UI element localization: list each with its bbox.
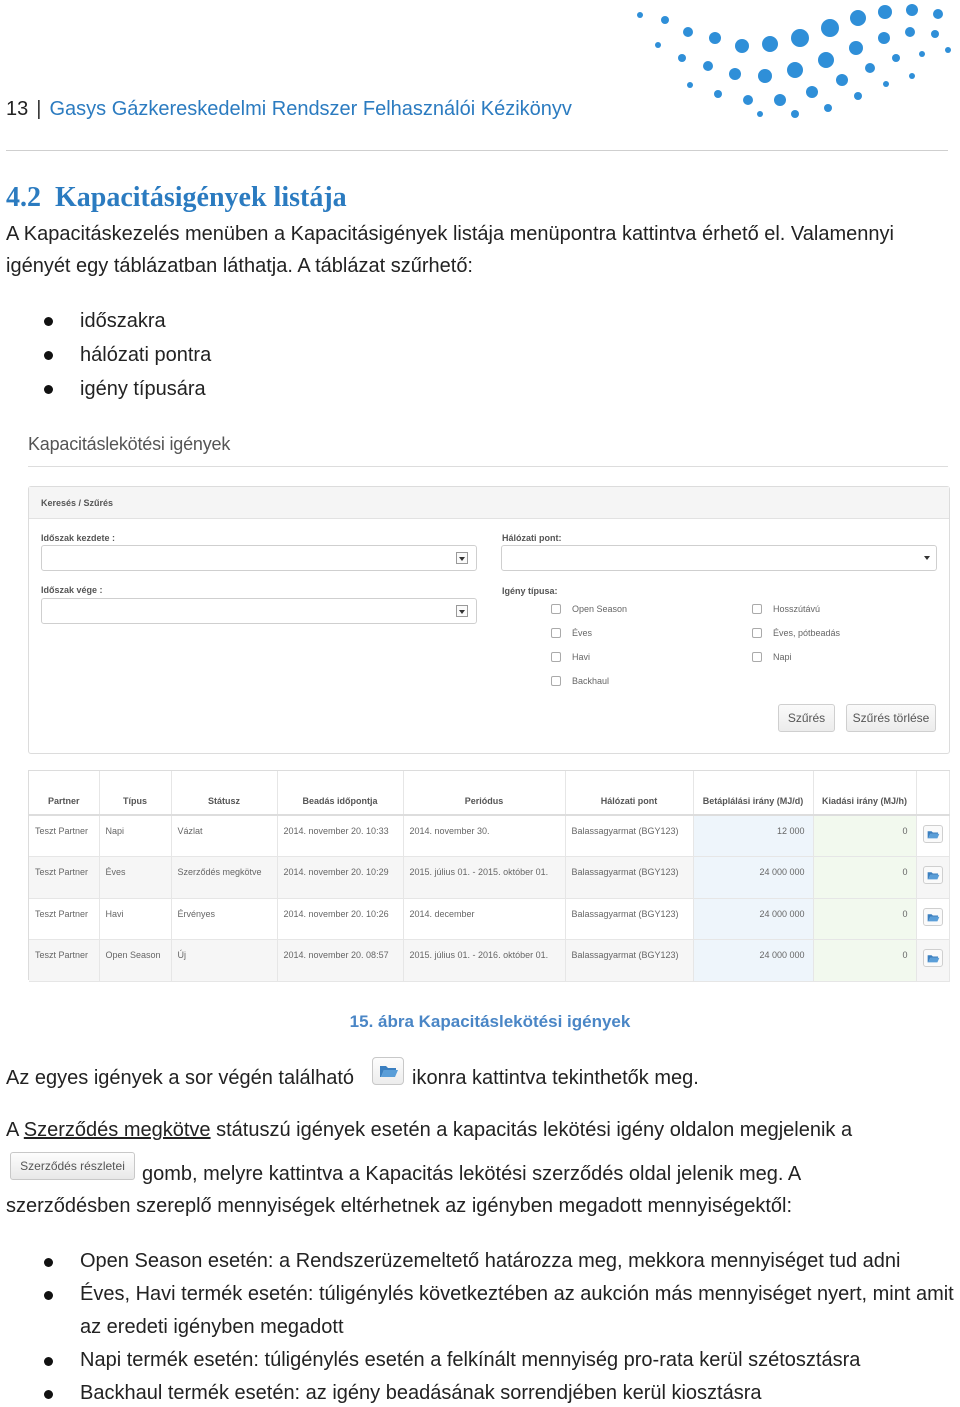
column-header-actions	[916, 771, 949, 815]
screenshot-page-title: Kapacitáslekötési igények	[28, 434, 231, 454]
column-header[interactable]: Kiadási irány (MJ/h)	[813, 771, 916, 815]
period-end-label: Időszak vége :	[41, 585, 103, 595]
checkbox-label: Open Season	[572, 604, 628, 614]
checkbox-label: Éves	[572, 628, 593, 638]
contract-details-button[interactable]: Szerződés részletei	[10, 1152, 135, 1180]
folder-open-icon[interactable]	[923, 908, 943, 926]
paragraph-text-before-icon: Az egyes igények a sor végén található	[6, 1067, 354, 1089]
checkbox-box[interactable]	[551, 652, 561, 662]
network-point-select[interactable]	[501, 545, 937, 571]
list-item: igény típusára	[6, 372, 211, 406]
table-cell: 0	[813, 898, 916, 940]
table-cell: Balassagyarmat (BGY123)	[565, 940, 693, 982]
list-item: hálózati pontra	[6, 338, 211, 372]
screenshot-title-divider	[28, 466, 948, 467]
checkbox-havi[interactable]	[551, 652, 590, 662]
table-row[interactable]	[29, 940, 949, 982]
table-cell: Éves	[99, 857, 171, 899]
table-cell: Napi	[99, 815, 171, 857]
folder-open-icon[interactable]	[923, 866, 943, 884]
table-cell: Teszt Partner	[29, 940, 99, 982]
checkbox-eves[interactable]	[551, 628, 592, 638]
table-cell: Balassagyarmat (BGY123)	[565, 815, 693, 857]
page-number: 13	[6, 98, 29, 120]
period-start-select[interactable]	[41, 545, 477, 571]
chevron-down-icon	[922, 552, 934, 564]
dot-logo-graphic	[630, 0, 960, 120]
column-header[interactable]: Partner	[29, 771, 99, 815]
table-cell: Balassagyarmat (BGY123)	[565, 898, 693, 940]
table-cell: Balassagyarmat (BGY123)	[565, 857, 693, 899]
table-cell: Szerződés megkötve	[171, 857, 277, 899]
row-action-cell	[916, 857, 949, 899]
list-item: időszakra	[6, 304, 211, 338]
column-header[interactable]: Betáplálási irány (MJ/d)	[693, 771, 813, 815]
paragraph-text-after-icon: ikonra kattintva tekinthetők meg.	[412, 1067, 699, 1089]
running-header: 13 | Gasys Gázkereskedelmi Rendszer Felhasználói Kézikönyv	[6, 98, 572, 120]
intro-paragraph	[6, 218, 894, 282]
folder-open-icon	[372, 1057, 404, 1085]
checkbox-box[interactable]	[752, 628, 762, 638]
checkbox-label: Hosszútávú	[773, 604, 821, 614]
list-item: Backhaul termék esetén: az igény beadásának sorrendjében kerül kiosztásra	[6, 1377, 960, 1407]
table-cell: 2014. november 20. 10:29	[277, 857, 403, 899]
checkbox-backhaul[interactable]	[551, 676, 609, 686]
table-cell: 2015. július 01. - 2016. október 01.	[403, 940, 565, 982]
network-point-label: Hálózati pont:	[502, 533, 562, 543]
intro-line-2: igényét egy táblázatban láthatja. A táblázat szűrhető:	[6, 255, 473, 277]
figure-caption: 15. ábra Kapacitáslekötési igények	[349, 1012, 631, 1031]
checkbox-napi[interactable]	[752, 652, 792, 662]
column-header[interactable]: Státusz	[171, 771, 277, 815]
notes-bullet-list	[6, 1245, 960, 1407]
table-cell: 0	[813, 940, 916, 982]
table-cell: Teszt Partner	[29, 898, 99, 940]
table-cell: 0	[813, 857, 916, 899]
row-action-cell	[916, 815, 949, 857]
contract-paragraph-line-2: gomb, melyre kattintva a Kapacitás lekötési szerződés oldal jelenik meg. A	[142, 1163, 802, 1185]
filter-panel	[28, 486, 950, 754]
text-span: A	[6, 1119, 24, 1141]
chevron-down-icon	[456, 605, 468, 617]
folder-open-icon[interactable]	[923, 825, 943, 843]
table-header-row	[29, 771, 949, 815]
text-span: státuszú igények esetén a kapacitás lekötési igény oldalon megjelenik a	[210, 1119, 853, 1141]
table-cell: 2014. december	[403, 898, 565, 940]
checkbox-box[interactable]	[551, 676, 561, 686]
filter-button[interactable]: Szűrés	[778, 704, 835, 732]
section-number: 4.2	[6, 182, 41, 213]
list-item: Open Season esetén: a Rendszerüzemeltető határozza meg, mekkora mennyiséget tud adni	[6, 1245, 960, 1278]
table-cell: Vázlat	[171, 815, 277, 857]
checkbox-label: Éves, pótbeadás	[773, 628, 841, 638]
table-cell: 2014. november 30.	[403, 815, 565, 857]
chevron-down-icon	[456, 552, 468, 564]
checkbox-label: Backhaul	[572, 676, 610, 686]
intro-line-1: A Kapacitáskezelés menüben a Kapacitásigények listája menüpontra kattintva érhető el. Valamennyi	[6, 223, 894, 245]
table-cell: Érvényes	[171, 898, 277, 940]
checkbox-label: Napi	[773, 652, 792, 662]
table-cell: 24 000 000	[693, 940, 813, 982]
table-cell: 2014. november 20. 08:57	[277, 940, 403, 982]
table-cell: 24 000 000	[693, 898, 813, 940]
checkbox-box[interactable]	[752, 652, 762, 662]
table-row[interactable]	[29, 815, 949, 857]
table-cell: Teszt Partner	[29, 857, 99, 899]
checkbox-box[interactable]	[752, 604, 762, 614]
table-cell: Havi	[99, 898, 171, 940]
contract-paragraph-line-3: szerződésben szereplő mennyiségek eltérhetnek az igényben megadott mennyiségektől:	[6, 1195, 793, 1217]
list-item: Éves, Havi termék esetén: túligénylés következtében az aukción más mennyiséget nyert, mint amit az eredeti igényben megadott	[6, 1278, 960, 1344]
document-title: Gasys Gázkereskedelmi Rendszer Felhasználói Kézikönyv	[49, 98, 572, 120]
contract-paragraph-line-1	[6, 1114, 852, 1146]
table-cell: Új	[171, 940, 277, 982]
checkbox-box[interactable]	[551, 628, 561, 638]
period-start-label: Időszak kezdete :	[41, 533, 116, 543]
period-end-select[interactable]	[41, 598, 477, 624]
table-cell: 12 000	[693, 815, 813, 857]
column-header[interactable]: Típus	[99, 771, 171, 815]
table-row[interactable]	[29, 857, 949, 899]
checkbox-box[interactable]	[551, 604, 561, 614]
table-cell: 2014. november 20. 10:33	[277, 815, 403, 857]
column-header[interactable]: Periódus	[403, 771, 565, 815]
list-item: Napi termék esetén: túligénylés esetén a felkínált mennyiség pro-rata kerül szétosztásra	[6, 1344, 960, 1377]
column-header[interactable]: Beadás időpontja	[277, 771, 403, 815]
row-action-cell	[916, 898, 949, 940]
contract-signed-link[interactable]: Szerződés megkötve	[23, 1119, 211, 1141]
section-title: Kapacitásigények listája	[55, 182, 347, 213]
checkbox-hosszutavu[interactable]	[752, 604, 820, 614]
table-cell: Teszt Partner	[29, 815, 99, 857]
checkbox-open-season[interactable]	[551, 604, 627, 614]
table-row[interactable]	[29, 898, 949, 940]
folder-open-icon[interactable]	[923, 949, 943, 967]
table-cell: 0	[813, 815, 916, 857]
checkbox-eves-potbeadas[interactable]	[752, 628, 840, 638]
table-cell: Open Season	[99, 940, 171, 982]
demand-type-label: Igény típusa:	[502, 586, 558, 596]
filter-bullet-list	[6, 304, 211, 406]
column-header[interactable]: Hálózati pont	[565, 771, 693, 815]
header-divider	[6, 150, 948, 151]
table-cell: 2015. július 01. - 2015. október 01.	[403, 857, 565, 899]
table-cell: 24 000 000	[693, 857, 813, 899]
clear-filter-button[interactable]: Szűrés törlése	[846, 704, 936, 732]
checkbox-label: Havi	[572, 652, 591, 662]
table-cell: 2014. november 20. 10:26	[277, 898, 403, 940]
row-action-cell	[916, 940, 949, 982]
filter-panel-heading: Keresés / Szűrés	[29, 487, 949, 519]
demand-table	[28, 770, 950, 980]
section-heading	[6, 182, 347, 214]
row-action-paragraph	[6, 1062, 354, 1094]
